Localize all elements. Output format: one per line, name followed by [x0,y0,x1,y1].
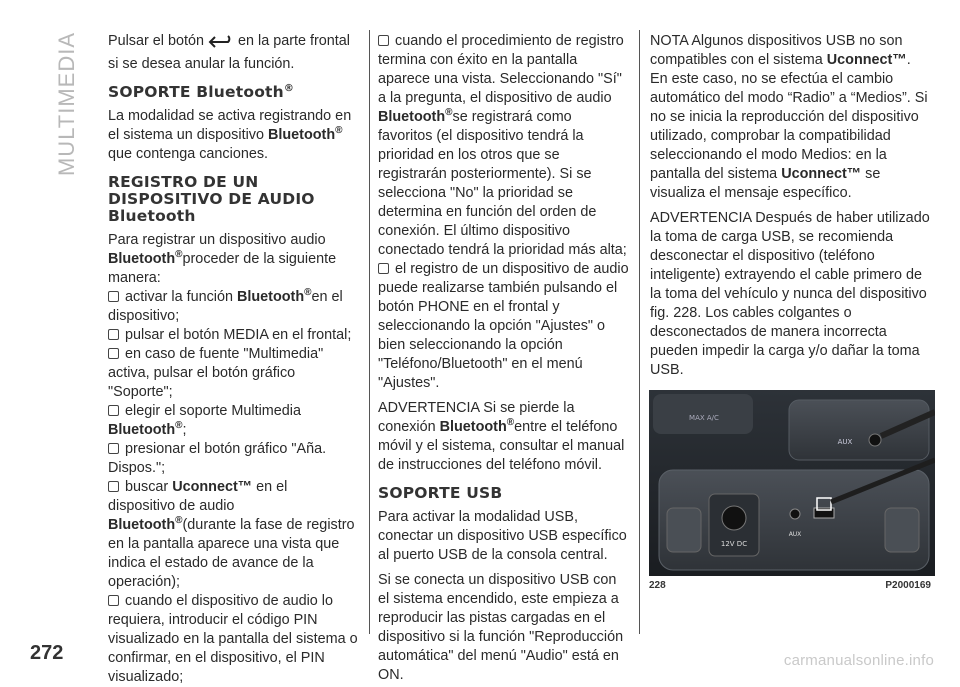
bluetooth-term: Bluetooth [236,289,305,305]
checkbox-bullet-icon [108,329,119,340]
uconnect-term: Uconnect™ [172,479,253,495]
fig-label-aux-top: AUX [837,438,853,446]
list-item [108,440,358,478]
bluetooth-term: Bluetooth [378,109,446,125]
list-item [108,478,358,592]
adv-text-b: entre el teléfono móvil y el sistema, consultar el manual de instrucciones del teléfono móvil. [378,419,625,473]
usb-console-illustration [649,390,935,576]
note-paragraph [650,32,932,203]
intro-text-a: Pulsar el botón [108,33,204,49]
uconnect-term: Uconnect™ [781,166,862,182]
heading-registro: REGISTRO DE UN DISPOSITIVO DE AUDIO Bluetooth [108,173,315,225]
li3-text: en caso de fuente "Multimedia" activa, pulsar el botón gráfico "Soporte"; [108,346,324,400]
warning-paragraph-usb: ADVERTENCIA Después de haber utilizado la toma de carga USB, se recomienda desconectar el dispositivo (teléfono inteligente) extrayendo el cable primero de la toma del vehículo y nunca del dispositivo fig. 228. Los cables colgantes o desconectados de manera incorrecta pueden impedir la carga y/o dañar la toma USB. [650,210,930,378]
bluetooth-term: Bluetooth [108,422,176,438]
bluetooth-term: Bluetooth [108,517,176,533]
p2-text-a: Para registrar un dispositivo audio [108,232,326,248]
heading-soporte-bluetooth-text: SOPORTE Bluetooth [108,83,284,101]
li4-text-a: elegir el soporte Multimedia [125,403,301,419]
figure-228-photo [649,390,935,576]
li8-text-b: se registrará como favoritos (el dispositivo tendrá la prioridad en los otros que se registrarán posteriormente). Si se selecciona "No" la prioridad se determina en función del orden de conexión. El último dispositivo conectado tendrá la prioridad más alta; [378,109,627,258]
registered-mark: ® [175,515,183,527]
li6-text-c: (durante la fase de registro en la pantalla aparece una vista que indica el estado de avance de la operación); [108,517,355,590]
list-item [108,326,358,345]
li1-text-a: activar la función [125,289,237,305]
fig-label-aux-bottom: AUX [788,531,802,538]
checkbox-bullet-icon [108,443,119,454]
checkbox-bullet-icon [108,481,119,492]
figure-code: P2000169 [885,580,931,591]
li9-text: el registro de un dispositivo de audio puede realizarse también pulsando el botón PHONE en el frontal y seleccionando la opción "Ajustes" o bien seleccionando la opción "Teléfono/Bluetooth" en el menú "Ajustes". [378,261,629,391]
fig-label-max-ac: MAX A/C [689,414,719,422]
bluetooth-term: Bluetooth [108,251,176,267]
registered-mark: ® [445,107,453,119]
registered-mark: ® [335,125,343,137]
adv-text-a: ADVERTENCIA Si se pierde la conexión [378,400,575,435]
column-divider-1 [369,30,370,634]
nota-text-b: . En este caso, no se efectúa el cambio automático del modo “Radio” a “Medios”. Si no se inicia la reproducción del dispositivo utilizado, comprobar la compatibilidad seleccionando el modo Medios: en la pantalla del sistema [650,52,928,182]
li1-text-b: en el dispositivo; [108,289,343,324]
checkbox-bullet-icon [108,291,119,302]
section-side-tab-label: MULTIMEDIA [54,31,79,177]
list-item [108,402,358,440]
figure-number: 228 [649,580,666,591]
page-number: 272 [30,642,64,664]
list-item [378,260,630,393]
li6-text-a: buscar [125,479,173,495]
li4-text-b: ; [182,422,187,438]
bluetooth-term: Bluetooth [439,419,507,435]
list-item [378,32,630,260]
intro-text-b: en la parte frontal si se desea anular la función. [108,33,350,72]
li6-text-b: en el dispositivo de audio [108,479,288,514]
registered-mark: ® [175,420,183,432]
li5-text: presionar el botón gráfico "Aña. Dispos."; [108,441,327,476]
list-item [108,345,358,402]
bt-mode-paragraph [108,107,358,164]
column-divider-2 [639,30,640,634]
intro-paragraph [108,32,358,74]
warning-paragraph [378,399,630,475]
watermark: carmanualsonline.info [783,652,934,669]
heading-soporte-usb: SOPORTE USB [378,484,503,502]
back-arrow-icon [208,35,234,55]
li7-text: cuando el dispositivo de audio lo requiera, introducir el código PIN visualizado en la pantalla del sistema o confirmar, en el dispositivo, el PIN visualizado; [108,593,358,685]
nota-text-c: se visualiza el mensaje específico. [650,166,881,201]
p1-text-a: La modalidad se activa registrando en el sistema un dispositivo [108,108,352,143]
registered-mark: ® [506,417,515,429]
p2-text-b: proceder de la siguiente manera: [108,251,337,286]
registered-mark: ® [175,249,183,261]
checkbox-bullet-icon [378,35,389,46]
list-item [108,592,358,687]
bluetooth-term: Bluetooth [267,127,336,143]
checkbox-bullet-icon [108,348,119,359]
usb-paragraph-2: Si se conecta un dispositivo USB con el sistema encendido, este empieza a reproducir las pistas cargadas en el dispositivo si la función "Reproducción automática" del menú "Audio" está en ON. [378,572,624,683]
fig-label-12v: 12V DC [720,540,748,548]
usb-paragraph-1: Para activar la modalidad USB, conectar un dispositivo USB específico al puerto USB de la consola central. [378,509,627,563]
checkbox-bullet-icon [108,595,119,606]
p1-text-b: que contenga canciones. [108,146,269,162]
figure-caption [649,580,935,591]
section-side-tab [52,30,82,178]
registered-mark: ® [304,287,312,299]
registered-mark: ® [283,82,295,94]
list-item [108,288,358,326]
uconnect-term: Uconnect™ [826,52,907,68]
column-1 [108,32,358,687]
nota-text-a: NOTA Algunos dispositivos USB no son compatibles con el sistema [650,33,903,68]
li8-text-a: cuando el procedimiento de registro termina con éxito en la pantalla aparece una vista. Seleccionando "Sí" a la pregunta, el dispositivo de audio [378,33,624,106]
heading-soporte-bluetooth [108,84,358,101]
column-3 [650,32,932,380]
checkbox-bullet-icon [378,263,389,274]
column-2 [378,32,630,685]
li2-text: pulsar el botón MEDIA en el frontal; [125,327,352,343]
register-intro [108,231,358,288]
checkbox-bullet-icon [108,405,119,416]
